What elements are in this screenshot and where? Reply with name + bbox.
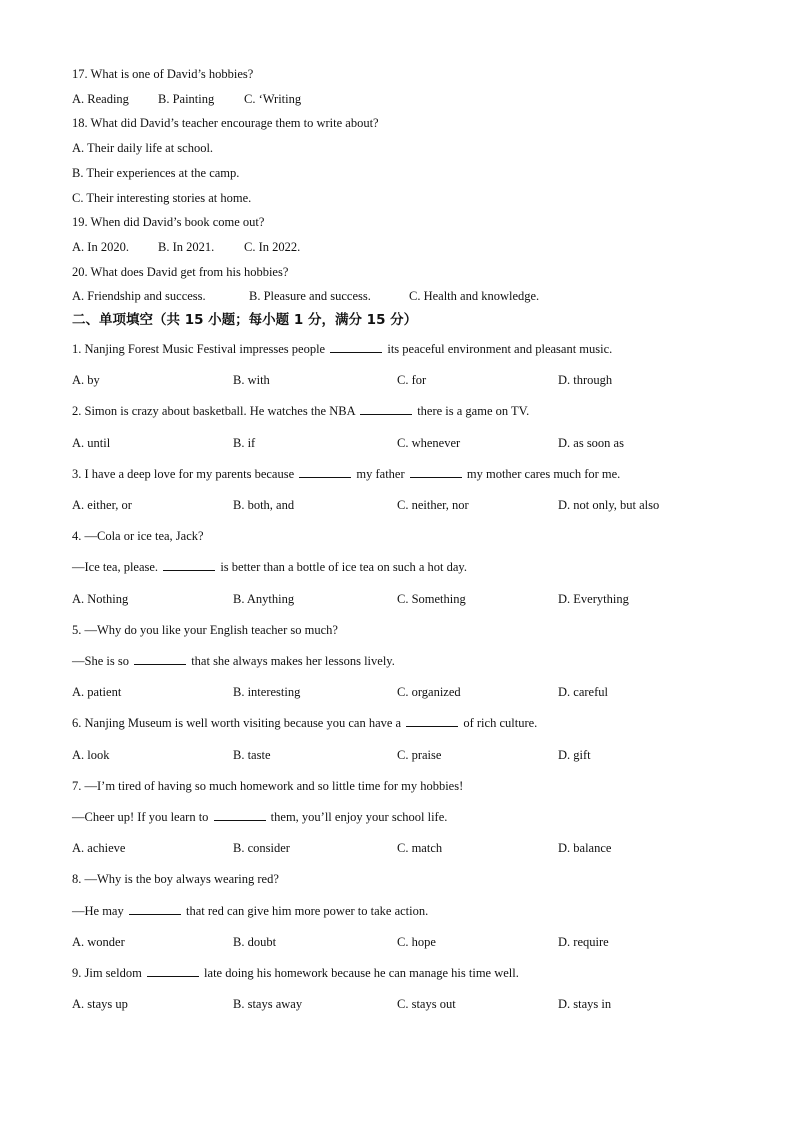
q8-option-b: B. doubt bbox=[233, 935, 277, 949]
question-5: 5. —Why do you like your English teacher so much? bbox=[72, 623, 338, 637]
q3-option-b: B. both, and bbox=[233, 498, 295, 512]
q8-option-a: A. wonder bbox=[72, 935, 125, 949]
answer-blank bbox=[134, 653, 186, 665]
q3-text-after: my mother cares much for me. bbox=[466, 467, 621, 481]
question-18: 18. What did David’s teacher encourage them to write about? bbox=[72, 116, 379, 130]
q17-option-a: A. Reading bbox=[72, 92, 129, 106]
q5-text-after: that she always makes her lessons lively. bbox=[191, 654, 395, 668]
q8-reply bbox=[72, 903, 428, 919]
question-9 bbox=[72, 965, 519, 981]
question-4: 4. —Cola or ice tea, Jack? bbox=[72, 529, 204, 543]
question-19: 19. When did David’s book come out? bbox=[72, 215, 265, 229]
q1-text-after: its peaceful environment and pleasant music. bbox=[387, 342, 613, 356]
q7-text-before: —Cheer up! If you learn to bbox=[72, 810, 209, 824]
q5-option-a: A. patient bbox=[72, 685, 122, 699]
q8-option-c: C. hope bbox=[397, 935, 436, 949]
q2-option-c: C. whenever bbox=[397, 436, 461, 450]
q9-option-b: B. stays away bbox=[233, 997, 303, 1011]
q6-text-before: 6. Nanjing Museum is well worth visiting because you can have a bbox=[72, 716, 402, 730]
q5-text-before: —She is so bbox=[72, 654, 129, 668]
q4-option-d: D. Everything bbox=[558, 592, 629, 606]
section-heading: 二、单项填空（共 15 小题；每小题 1 分，满分 15 分） bbox=[72, 312, 418, 328]
q1-option-b: B. with bbox=[233, 373, 270, 387]
q2-option-d: D. as soon as bbox=[558, 436, 624, 450]
q6-option-a: A. look bbox=[72, 748, 110, 762]
q1-option-c: C. for bbox=[397, 373, 427, 387]
q4-text-before: —Ice tea, please. bbox=[72, 560, 159, 574]
q8-text-after: that red can give him more power to take action. bbox=[185, 904, 429, 918]
answer-blank bbox=[330, 341, 382, 353]
q6-option-b: B. taste bbox=[233, 748, 271, 762]
question-6 bbox=[72, 715, 537, 731]
q17-option-c: C. ‘Writing bbox=[244, 92, 302, 106]
q7-option-d: D. balance bbox=[558, 841, 612, 855]
q5-reply bbox=[72, 653, 395, 669]
question-3 bbox=[72, 466, 620, 482]
q6-option-c: C. praise bbox=[397, 748, 442, 762]
answer-blank bbox=[410, 466, 462, 478]
q3-option-d: D. not only, but also bbox=[558, 498, 660, 512]
question-17: 17. What is one of David’s hobbies? bbox=[72, 67, 254, 81]
q3-text-middle: my father bbox=[356, 467, 405, 481]
q18-option-b: B. Their experiences at the camp. bbox=[72, 166, 240, 180]
q4-text-after: is better than a bottle of ice tea on such a hot day. bbox=[220, 560, 467, 574]
answer-blank bbox=[299, 466, 351, 478]
q4-reply bbox=[72, 559, 467, 575]
q19-option-a: A. In 2020. bbox=[72, 240, 129, 254]
q19-option-b: B. In 2021. bbox=[158, 240, 215, 254]
q20-option-a: A. Friendship and success. bbox=[72, 289, 206, 303]
q3-option-c: C. neither, nor bbox=[397, 498, 469, 512]
q7-option-a: A. achieve bbox=[72, 841, 126, 855]
q2-option-b: B. if bbox=[233, 436, 256, 450]
q7-option-c: C. match bbox=[397, 841, 443, 855]
q5-option-d: D. careful bbox=[558, 685, 608, 699]
q9-option-c: C. stays out bbox=[397, 997, 456, 1011]
q18-option-a: A. Their daily life at school. bbox=[72, 141, 214, 155]
q3-text-before: 3. I have a deep love for my parents because bbox=[72, 467, 295, 481]
question-1 bbox=[72, 341, 612, 357]
q1-option-d: D. through bbox=[558, 373, 613, 387]
q18-option-c: C. Their interesting stories at home. bbox=[72, 191, 252, 205]
q19-option-c: C. In 2022. bbox=[244, 240, 301, 254]
question-2 bbox=[72, 403, 529, 419]
q7-text-after: them, you’ll enjoy your school life. bbox=[270, 810, 448, 824]
q2-text-after: there is a game on TV. bbox=[417, 404, 530, 418]
q6-option-d: D. gift bbox=[558, 748, 591, 762]
q20-option-c: C. Health and knowledge. bbox=[409, 289, 540, 303]
q4-option-a: A. Nothing bbox=[72, 592, 129, 606]
q5-option-b: B. interesting bbox=[233, 685, 301, 699]
answer-blank bbox=[147, 965, 199, 977]
answer-blank bbox=[214, 809, 266, 821]
q9-text-before: 9. Jim seldom bbox=[72, 966, 142, 980]
q4-option-b: B. Anything bbox=[233, 592, 295, 606]
q9-option-a: A. stays up bbox=[72, 997, 128, 1011]
question-8: 8. —Why is the boy always wearing red? bbox=[72, 872, 279, 886]
q4-option-c: C. Something bbox=[397, 592, 466, 606]
q3-option-a: A. either, or bbox=[72, 498, 132, 512]
q7-reply bbox=[72, 809, 447, 825]
q9-text-after: late doing his homework because he can manage his time well. bbox=[204, 966, 519, 980]
answer-blank bbox=[406, 715, 458, 727]
q9-option-d: D. stays in bbox=[558, 997, 612, 1011]
q7-option-b: B. consider bbox=[233, 841, 290, 855]
answer-blank bbox=[163, 559, 215, 571]
question-7: 7. —I’m tired of having so much homework and so little time for my hobbies! bbox=[72, 779, 464, 793]
q6-text-after: of rich culture. bbox=[463, 716, 538, 730]
question-20: 20. What does David get from his hobbies? bbox=[72, 265, 289, 279]
q1-option-a: A. by bbox=[72, 373, 100, 387]
q2-text-before: 2. Simon is crazy about basketball. He watches the NBA bbox=[72, 404, 355, 418]
q1-text-before: 1. Nanjing Forest Music Festival impresses people bbox=[72, 342, 326, 356]
q20-option-b: B. Pleasure and success. bbox=[249, 289, 371, 303]
q8-text-before: —He may bbox=[72, 904, 124, 918]
answer-blank bbox=[129, 903, 181, 915]
q5-option-c: C. organized bbox=[397, 685, 461, 699]
q8-option-d: D. require bbox=[558, 935, 609, 949]
q2-option-a: A. until bbox=[72, 436, 111, 450]
q17-option-b: B. Painting bbox=[158, 92, 215, 106]
answer-blank bbox=[360, 403, 412, 415]
